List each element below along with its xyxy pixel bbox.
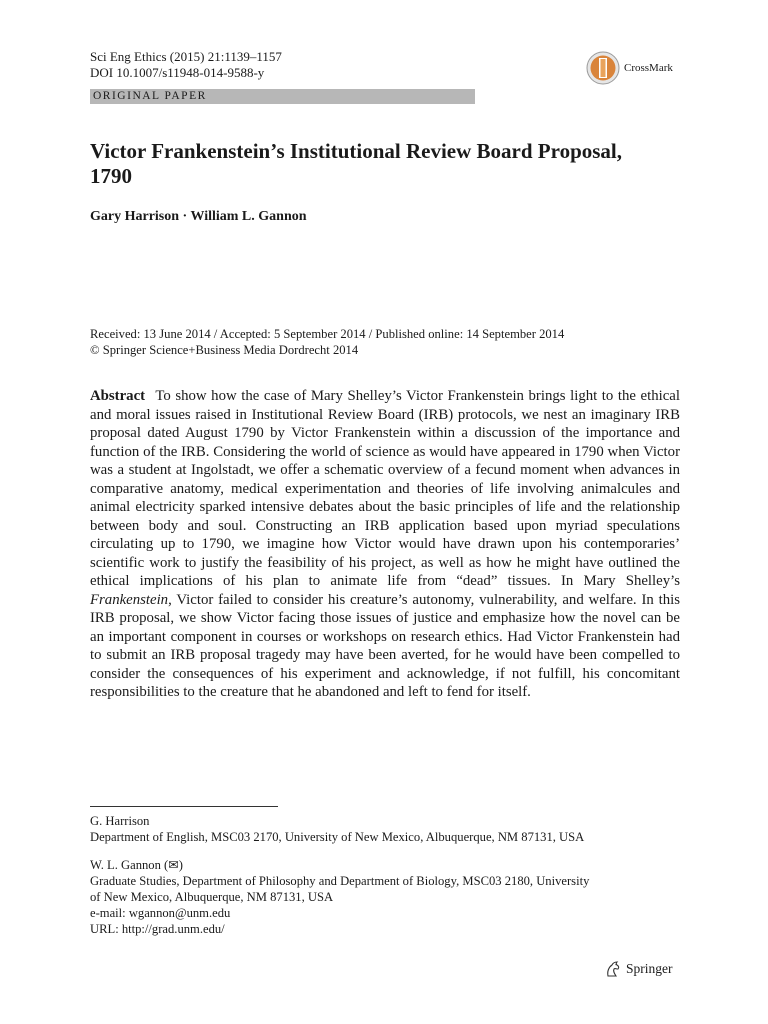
- doi[interactable]: DOI 10.1007/s11948-014-9588-y: [90, 65, 265, 80]
- author2-url[interactable]: URL: http://grad.unm.edu/: [90, 922, 225, 936]
- authors: Gary Harrison · William L. Gannon: [90, 209, 307, 224]
- paper-type-label: ORIGINAL PAPER: [93, 90, 207, 102]
- article-title: Victor Frankenstein’s Institutional Review Board Proposal, 1790: [90, 139, 623, 188]
- affiliation-author2: [90, 857, 690, 937]
- footnote-divider: [90, 806, 278, 807]
- author2-email[interactable]: e-mail: wgannon@unm.edu: [90, 906, 231, 920]
- author2-department-line1: Graduate Studies, Department of Philosophy and Department of Biology, MSC03 2180, University: [90, 874, 590, 888]
- springer-label: Springer: [626, 961, 673, 976]
- copyright: © Springer Science+Business Media Dordrecht 2014: [90, 343, 359, 357]
- journal-citation: Sci Eng Ethics (2015) 21:1139–1157: [90, 49, 282, 64]
- publication-info: [90, 326, 564, 358]
- author2-name: W. L. Gannon (✉): [90, 858, 183, 872]
- abstract-text-part1: To show how the case of Mary Shelley’s Victor Frankenstein brings light to the ethical and moral issues raised in Institutional Review Board (IRB) protocols, we nest an imaginary IRB proposal dated August 1790 by Victor Frankenstein within a discussion of the importance and function of the IRB. Considering the world of science as would have appeared in 1790 when Victor was a student at Ingolstadt, we offer a schematic overview of a fecund moment when advances in comparative anatomy, medical experimentation and theories of life involving animalcules and animal electricity sparked intensive debates about the basic principles of life and the relationship between body and soul. Constructing an IRB application based upon myriad speculations circulating up to 1790, we imagine how Victor would have drawn upon his contemporaries’ scientific work to justify the feasibility of his project, as well as how he might have outlined the ethical implications of his plan to animate life from “dead” tissues. In Mary Shelley’s: [90, 388, 680, 589]
- abstract-italic-title: Frankenstein: [90, 591, 169, 608]
- author1-department: Department of English, MSC03 2170, University of New Mexico, Albuquerque, NM 87131, USA: [90, 830, 585, 844]
- crossmark-icon: [586, 51, 620, 85]
- crossmark-badge[interactable]: [586, 51, 696, 85]
- crossmark-label: CrossMark: [624, 62, 673, 74]
- journal-info: [90, 49, 282, 81]
- affiliation-author1: [90, 813, 690, 845]
- abstract: [90, 387, 680, 702]
- abstract-text-part2: , Victor failed to consider his creature’s autonomy, vulnerability, and welfare. In this IRB proposal, we show Victor facing those issues of justice and emphasize how the novel can be an important component in courses or workshops on research ethics. Had Victor Frankenstein had to submit an IRB proposal tragedy may have been averted, for he would have been compelled to consider the consequences of his experiment and acknowledge, if not fulfill, his concomitant responsibilities to the creature that he abandoned and left to fend for itself.: [90, 591, 680, 700]
- author1-name: G. Harrison: [90, 814, 150, 828]
- paper-type-bar: [90, 89, 475, 104]
- publication-dates: Received: 13 June 2014 / Accepted: 5 September 2014 / Published online: 14 September 2014: [90, 327, 565, 341]
- abstract-heading: Abstract: [90, 388, 146, 404]
- springer-logo: [604, 959, 673, 979]
- author2-department-line2: of New Mexico, Albuquerque, NM 87131, USA: [90, 890, 334, 904]
- springer-horse-icon: [604, 960, 622, 978]
